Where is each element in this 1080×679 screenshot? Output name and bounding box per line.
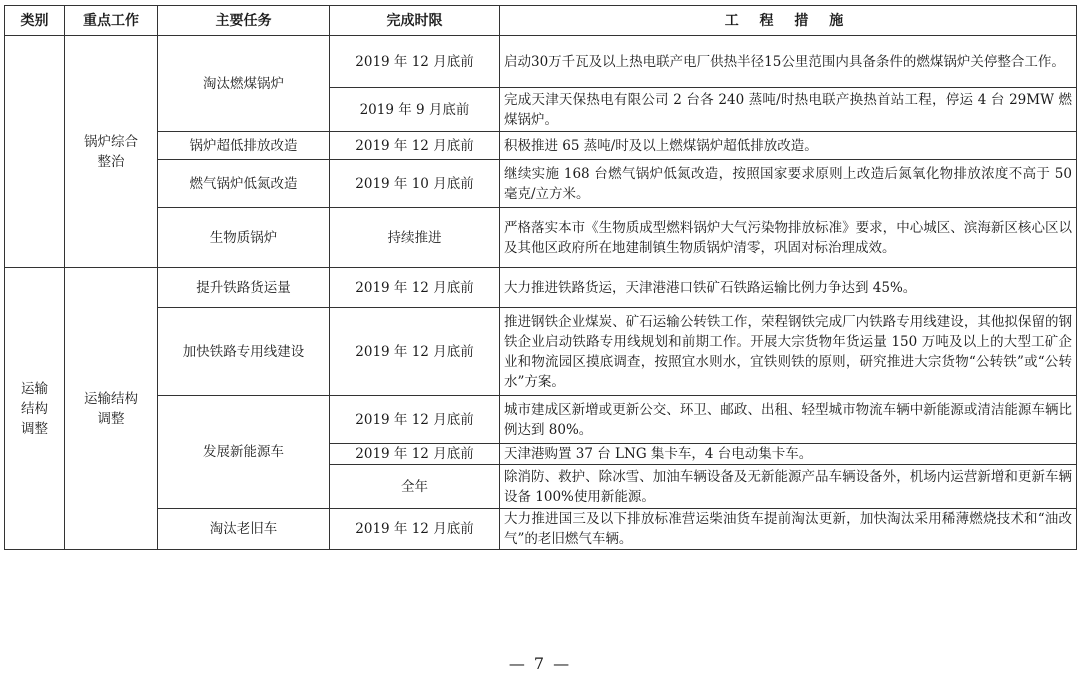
measure-cell: 积极推进 65 蒸吨/时及以上燃煤锅炉超低排放改造。 — [500, 132, 1077, 160]
deadline-cell: 2019 年 12 月底前 — [330, 36, 500, 88]
main-task-cell: 淘汰燃煤锅炉 — [158, 36, 330, 132]
measure-cell: 启动30万千瓦及以上热电联产电厂供热半径15公里范围内具备条件的燃煤锅炉关停整合工作。 — [500, 36, 1077, 88]
deadline-cell: 2019 年 12 月底前 — [330, 396, 500, 444]
deadline-cell: 全年 — [330, 465, 500, 509]
category-cell — [5, 36, 65, 268]
header-measures: 工 程 措 施 — [500, 6, 1077, 36]
header-category: 类别 — [5, 6, 65, 36]
deadline-cell: 2019 年 10 月底前 — [330, 160, 500, 208]
deadline-cell: 2019 年 12 月底前 — [330, 509, 500, 550]
measure-cell: 大力推进国三及以下排放标准营运柴油货车提前淘汰更新，加快淘汰采用稀薄燃烧技术和“油改气”的老旧燃气车辆。 — [500, 509, 1077, 550]
table-row — [5, 36, 1077, 88]
deadline-cell: 2019 年 12 月底前 — [330, 132, 500, 160]
page-number: — 7 — — [508, 654, 572, 673]
table-row — [5, 208, 1077, 268]
main-task-cell: 锅炉超低排放改造 — [158, 132, 330, 160]
main-task-cell: 燃气锅炉低氮改造 — [158, 160, 330, 208]
measure-cell: 大力推进铁路货运，天津港港口铁矿石铁路运输比例力争达到 45%。 — [500, 268, 1077, 308]
main-task-cell: 提升铁路货运量 — [158, 268, 330, 308]
main-task-cell: 发展新能源车 — [158, 396, 330, 509]
table-header-row — [5, 6, 1077, 36]
table-row — [5, 268, 1077, 308]
measure-cell: 继续实施 168 台燃气锅炉低氮改造，按照国家要求原则上改造后氮氧化物排放浓度不高于 50 毫克/立方米。 — [500, 160, 1077, 208]
deadline-cell: 持续推进 — [330, 208, 500, 268]
main-task-cell: 加快铁路专用线建设 — [158, 308, 330, 396]
measure-cell: 除消防、救护、除冰雪、加油车辆设备及无新能源产品车辆设备外，机场内运营新增和更新车辆设备 100%使用新能源。 — [500, 465, 1077, 509]
table-row — [5, 160, 1077, 208]
key-work-cell: 锅炉综合 整治 — [65, 36, 158, 268]
table-row — [5, 396, 1077, 444]
category-cell: 运输 结构 调整 — [5, 268, 65, 550]
header-key-work: 重点工作 — [65, 6, 158, 36]
table-body — [5, 36, 1077, 550]
measure-cell: 推进钢铁企业煤炭、矿石运输公转铁工作，荣程钢铁完成厂内铁路专用线建设，其他拟保留的钢铁企业启动铁路专用线规划和前期工作。开展大宗货物年货运量 150 万吨及以上的大型工矿企业和物流园区摸底调查，按照宜水则水，宜铁则铁的原则，研究推进大宗货物“公转铁”或“公转水”方案。 — [500, 308, 1077, 396]
table-row — [5, 132, 1077, 160]
deadline-cell: 2019 年 9 月底前 — [330, 88, 500, 132]
deadline-cell: 2019 年 12 月底前 — [330, 268, 500, 308]
main-task-cell: 生物质锅炉 — [158, 208, 330, 268]
header-deadline: 完成时限 — [330, 6, 500, 36]
deadline-cell: 2019 年 12 月底前 — [330, 308, 500, 396]
key-work-cell: 运输结构 调整 — [65, 268, 158, 550]
measure-cell: 城市建成区新增或更新公交、环卫、邮政、出租、轻型城市物流车辆中新能源或清洁能源车辆比例达到 80%。 — [500, 396, 1077, 444]
table-row — [5, 308, 1077, 396]
measure-cell: 完成天津天保热电有限公司 2 台各 240 蒸吨/时热电联产换热首站工程，停运 4 台 29MW 燃煤锅炉。 — [500, 88, 1077, 132]
main-task-cell: 淘汰老旧车 — [158, 509, 330, 550]
measure-cell: 天津港购置 37 台 LNG 集卡车，4 台电动集卡车。 — [500, 444, 1077, 465]
deadline-cell: 2019 年 12 月底前 — [330, 444, 500, 465]
table-row — [5, 509, 1077, 550]
header-main-task: 主要任务 — [158, 6, 330, 36]
work-plan-table — [4, 5, 1077, 550]
measure-cell: 严格落实本市《生物质成型燃料锅炉大气污染物排放标准》要求，中心城区、滨海新区核心区以及其他区政府所在地建制镇生物质锅炉清零，巩固对标治理成效。 — [500, 208, 1077, 268]
